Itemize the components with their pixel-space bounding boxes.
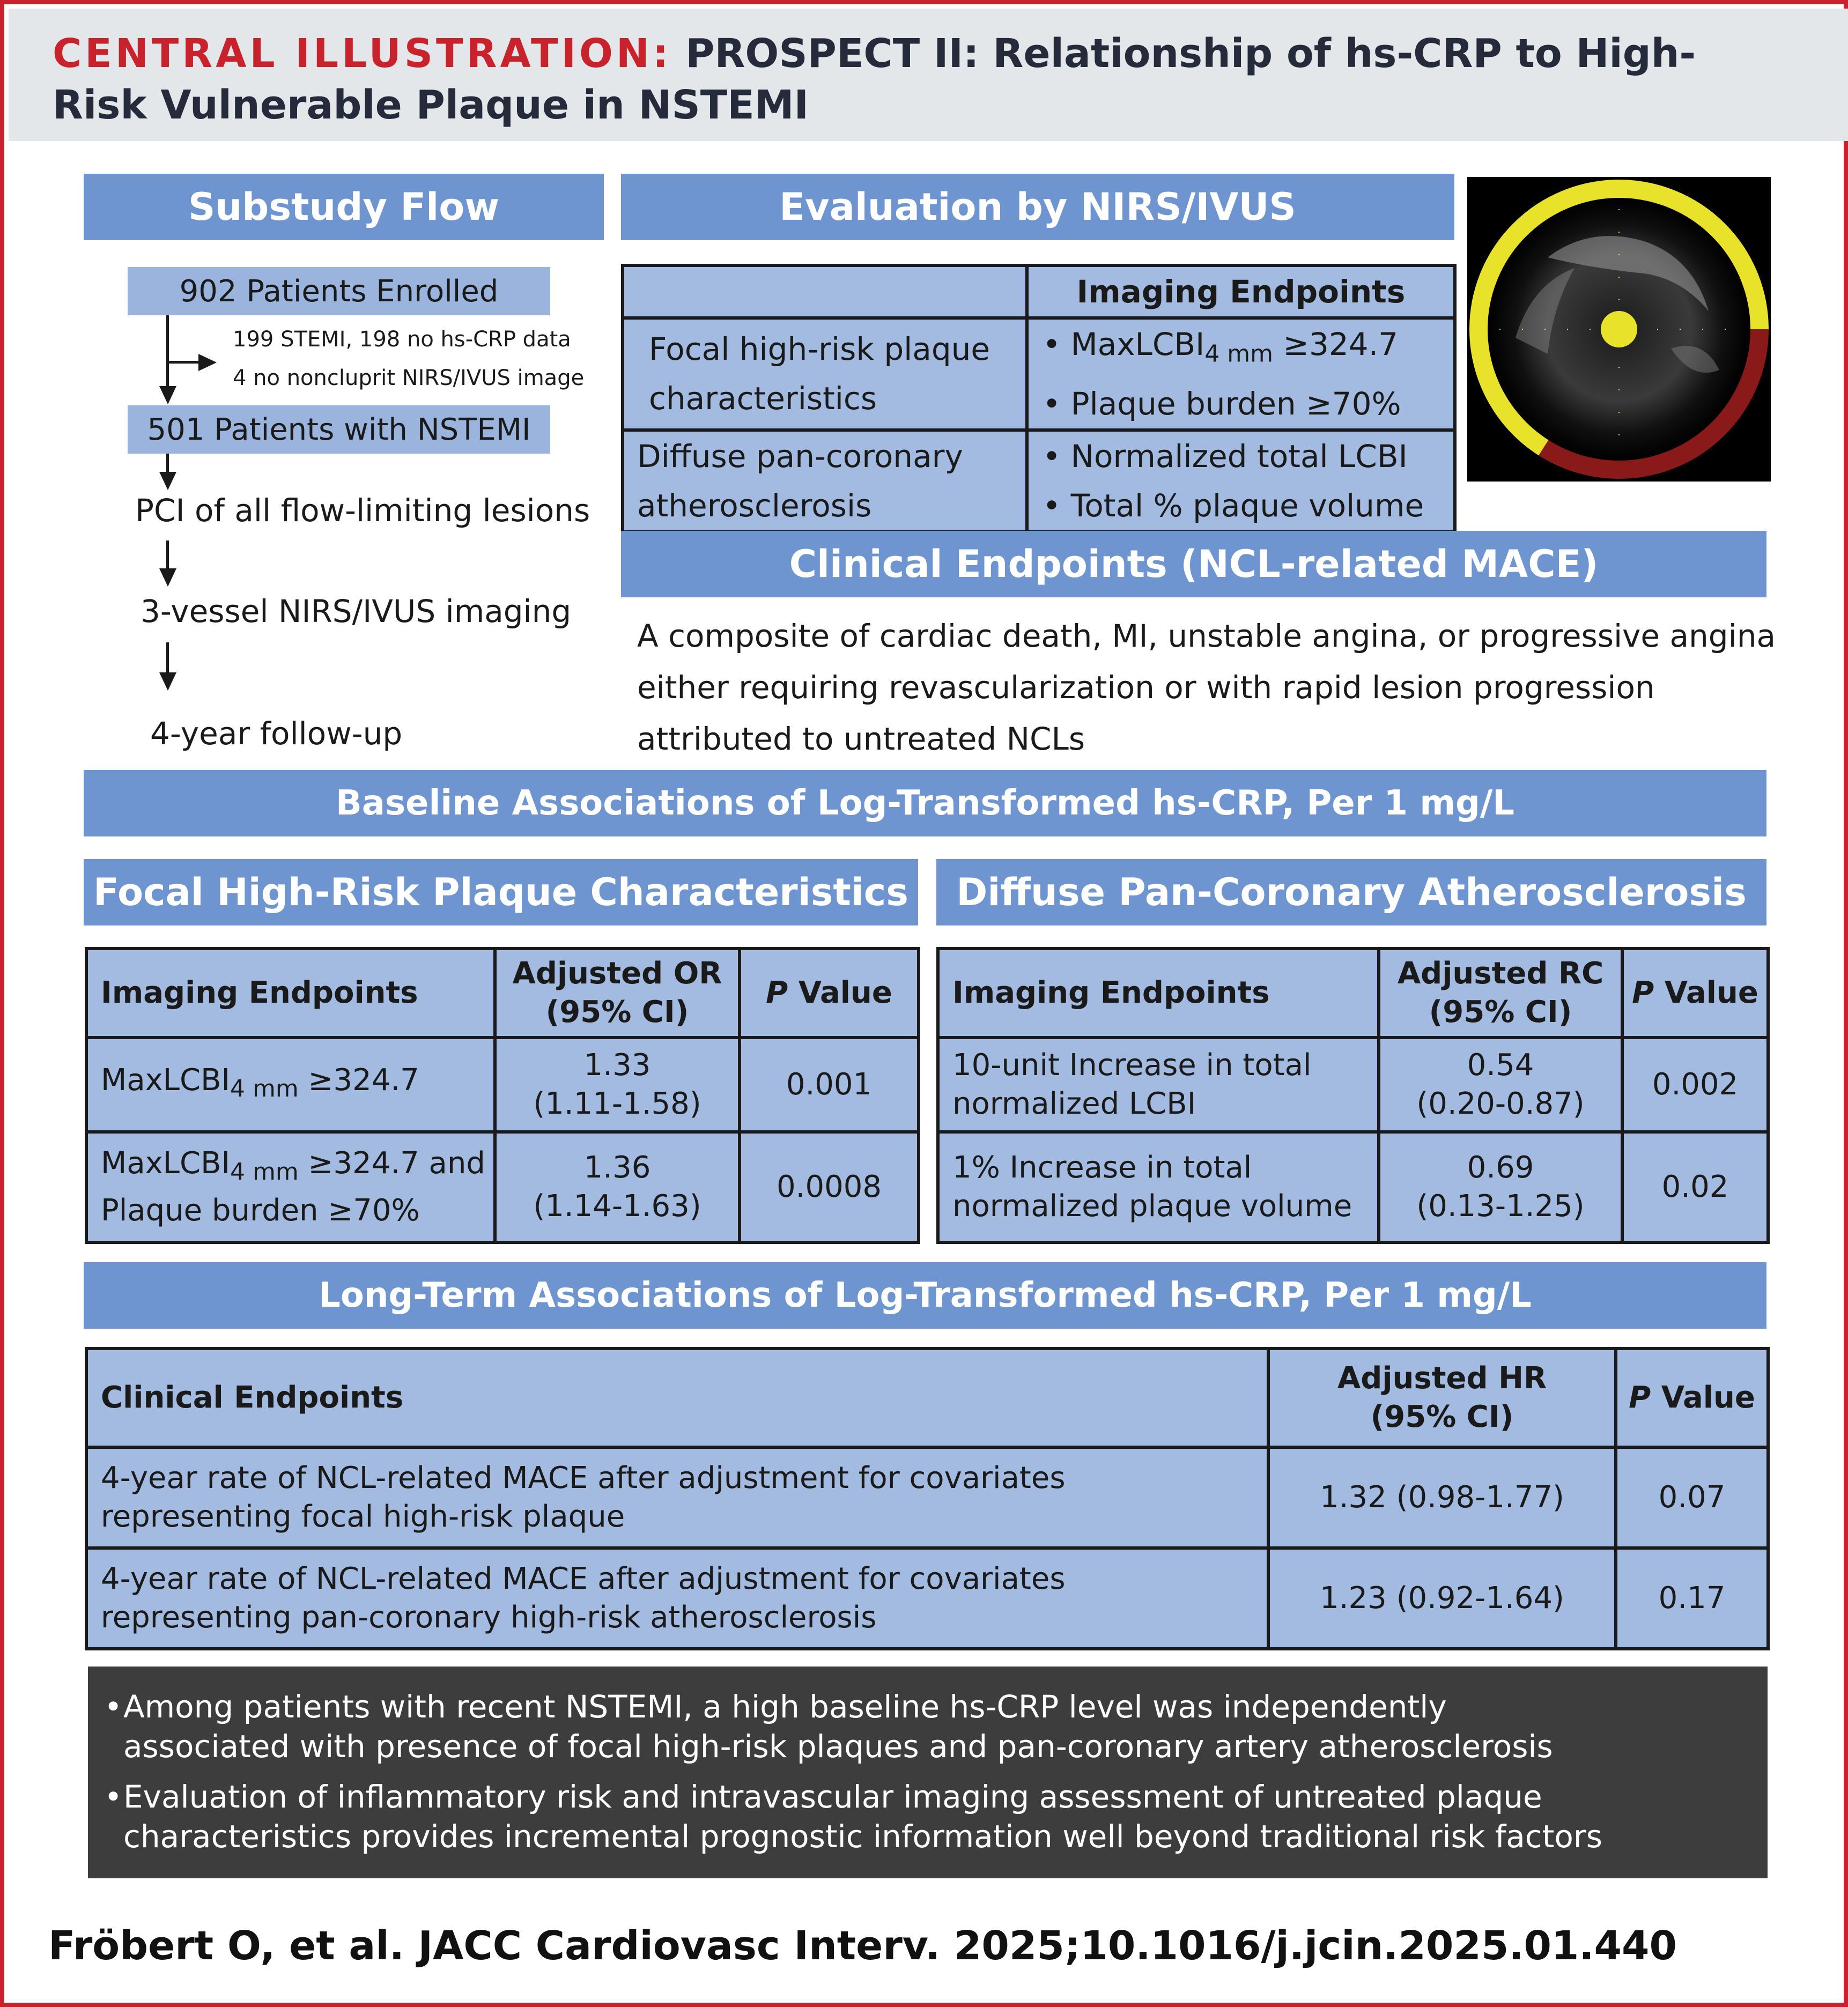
step-followup: 4-year follow-up: [150, 715, 403, 752]
eval-items-diffuse: • Normalized total LCBI • Total % plaque volume: [1027, 430, 1455, 532]
focal-heading: Focal High-Risk Plaque Characteristics: [84, 859, 918, 925]
arrow-down-icon: [159, 568, 176, 587]
diffuse-table: [936, 947, 1770, 1244]
diffuse-row-1-endpoint: 10-unit Increase in total normalized LCBI: [938, 1038, 1379, 1132]
citation: Fröbert O, et al. JACC Cardiovasc Interv. 2025;10.1016/j.jcin.2025.01.440: [48, 1923, 1677, 1969]
eval-category-focal: Focal high-risk plaque characteristics: [623, 318, 1027, 430]
diffuse-row-1-p: 0.002: [1622, 1038, 1768, 1132]
arrow-right-icon: [198, 354, 217, 371]
excluded-line-2: 4 no noncluprit NIRS/IVUS image: [233, 366, 585, 390]
longterm-row-2-p: 0.17: [1616, 1548, 1768, 1649]
longterm-row-1-p: 0.07: [1616, 1447, 1768, 1548]
eval-items-focal: • MaxLCBI$_{4 mm}$ ≥324.7 • Plaque burden ≥70%: [1027, 318, 1455, 430]
clinical-definition: A composite of cardiac death, MI, unstable angina, or progressive angina either requiring revascularization or with rapid lesion progression attributed to untreated NCLs: [637, 618, 1776, 757]
longterm-row-2-hr: 1.23 (0.92-1.64): [1268, 1548, 1616, 1649]
arrow-down-icon: [159, 386, 176, 404]
title-text-1: PROSPECT II: Relationship of hs-CRP to High-: [685, 31, 1696, 77]
central-illustration-label: CENTRAL ILLUSTRATION:: [53, 31, 672, 77]
diffuse-col-rc: Adjusted RC (95% CI): [1379, 949, 1622, 1038]
diffuse-row-1-rc: 0.54 (0.20-0.87): [1379, 1038, 1622, 1132]
summary-point-2: • Evaluation of inflammatory risk and intravascular imaging assessment of untreated plaque characteristics provides incremental prognostic information well beyond traditional risk factors: [104, 1777, 1751, 1856]
eval-col-header: Imaging Endpoints: [1027, 265, 1455, 318]
step-pci: PCI of all flow-limiting lesions: [135, 492, 590, 529]
diffuse-heading: Diffuse Pan-Coronary Atherosclerosis: [936, 859, 1766, 925]
ivus-image-icon: [1467, 177, 1771, 482]
arrow-down-icon: [159, 672, 176, 691]
flow-connector: [166, 642, 169, 675]
focal-table: [85, 947, 920, 1244]
bullet-icon: •: [104, 1688, 123, 1725]
focal-row-1-or: 1.33 (1.11-1.58): [495, 1038, 740, 1132]
focal-row-2-or: 1.36 (1.14-1.63): [495, 1132, 740, 1242]
eval-empty-header: [623, 265, 1027, 318]
longterm-row-2-endpoint: 4-year rate of NCL-related MACE after adjustment for covariates representing pan-coronary high-risk atherosclerosis: [86, 1548, 1268, 1649]
evaluation-table: [621, 264, 1457, 534]
diffuse-row-2-rc: 0.69 (0.13-1.25): [1379, 1132, 1622, 1242]
focal-row-2-p: 0.0008: [740, 1132, 919, 1242]
ivus-cross-section-image: [1467, 177, 1771, 482]
title-line-2: Risk Vulnerable Plaque in NSTEMI: [53, 82, 809, 128]
header: [9, 9, 1848, 141]
focal-row-1-endpoint: MaxLCBI$_{4 mm}$ ≥324.7: [86, 1038, 495, 1132]
summary-point-1: • Among patients with recent NSTEMI, a high baseline hs-CRP level was independently associated with presence of focal high-risk plaques and pan-coronary artery atherosclerosis: [104, 1687, 1751, 1766]
longterm-col-p: P Value: [1616, 1349, 1768, 1447]
clinical-heading: Clinical Endpoints (NCL-related MACE): [621, 531, 1766, 597]
longterm-heading: Long-Term Associations of Log-Transformed hs-CRP, Per 1 mg/L: [84, 1262, 1766, 1329]
nstemi-box: 501 Patients with NSTEMI: [128, 405, 550, 454]
excluded-line-1: 199 STEMI, 198 no hs-CRP data: [233, 327, 571, 352]
longterm-row-1-hr: 1.32 (0.98-1.77): [1268, 1447, 1616, 1548]
exclusion-connector: [167, 361, 199, 364]
title-line-1: [53, 28, 1696, 79]
focal-row-2-endpoint: MaxLCBI$_{4 mm}$ ≥324.7 and Plaque burden ≥70%: [86, 1132, 495, 1242]
baseline-heading: Baseline Associations of Log-Transformed hs-CRP, Per 1 mg/L: [84, 770, 1766, 836]
focal-col-endpoints: Imaging Endpoints: [86, 949, 495, 1038]
longterm-col-hr: Adjusted HR (95% CI): [1268, 1349, 1616, 1447]
bullet-icon: •: [104, 1779, 123, 1815]
step-imaging: 3-vessel NIRS/IVUS imaging: [141, 593, 572, 629]
longterm-col-endpoints: Clinical Endpoints: [86, 1349, 1268, 1447]
eval-category-diffuse: Diffuse pan-coronary atherosclerosis: [623, 430, 1027, 532]
diffuse-row-2-p: 0.02: [1622, 1132, 1768, 1242]
flow-connector: [166, 315, 169, 389]
evaluation-heading: Evaluation by NIRS/IVUS: [621, 174, 1454, 240]
substudy-heading: Substudy Flow: [84, 174, 604, 240]
diffuse-col-p: P Value: [1622, 949, 1768, 1038]
focal-col-or: Adjusted OR (95% CI): [495, 949, 740, 1038]
diffuse-row-2-endpoint: 1% Increase in total normalized plaque volume: [938, 1132, 1379, 1242]
focal-col-p: P Value: [740, 949, 919, 1038]
flow-connector: [166, 540, 169, 571]
summary-box: [88, 1667, 1768, 1878]
enrolled-box: 902 Patients Enrolled: [128, 267, 550, 315]
arrow-down-icon: [159, 472, 176, 490]
diffuse-col-endpoints: Imaging Endpoints: [938, 949, 1379, 1038]
longterm-table: [85, 1347, 1770, 1650]
focal-row-1-p: 0.001: [740, 1038, 919, 1132]
longterm-row-1-endpoint: 4-year rate of NCL-related MACE after adjustment for covariates representing focal high-risk plaque: [86, 1447, 1268, 1548]
